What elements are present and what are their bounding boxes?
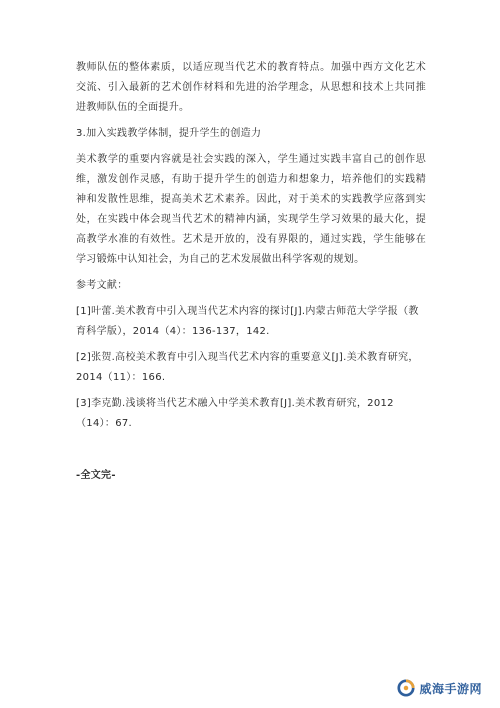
- watermark-text: 威海手游网: [419, 681, 482, 696]
- document-body: [76, 58, 426, 481]
- paragraph-practice-teaching: 美术教学的重要内容就是社会实践的深入，学生通过实践丰富自己的创作思维，激发创作灵感，有助于提升学生的创造力和想象力，培养他们的实践精神和发散性思维，提高美术艺术素养。因此，对于美术的实践教学应落到实处，在实践中体会现当代艺术的精神内涵，实现学生学习效果的最大化，提高教学水准的有效性。艺术是开放的，没有界限的，通过实践，学生能够在学习锻炼中认知社会，为自己的艺术发展做出科学客观的规划。: [76, 154, 426, 265]
- site-watermark: [391, 676, 488, 700]
- swirl-logo-icon: [397, 679, 415, 697]
- section-heading-practice: 3.加入实践教学体制，提升学生的创造力: [76, 128, 262, 139]
- paragraph-teacher-quality: 教师队伍的整体素质，以适应现当代艺术的教育特点。加强中西方文化艺术交流、引入最新的艺术创作材料和先进的治学理念，从思想和技术上共同推进教师队伍的全面提升。: [76, 62, 426, 113]
- reference-item-3: [3]李克勤.浅谈将当代艺术融入中学美术教育[J].美术教育研究，2012（14）：67.: [76, 398, 394, 429]
- end-marker: -全文完-: [76, 470, 116, 481]
- reference-item-2: [2]张贺.高校美术教育中引入现当代艺术内容的重要意义[J].美术教育研究，2014（11）：166.: [76, 352, 419, 383]
- reference-item-1: [1]叶蕾.美术教育中引入现当代艺术内容的探讨[J].内蒙古师范大学学报（教育科学版），2014（4）：136-137，142.: [76, 306, 419, 337]
- references-title: 参考文献：: [76, 280, 128, 291]
